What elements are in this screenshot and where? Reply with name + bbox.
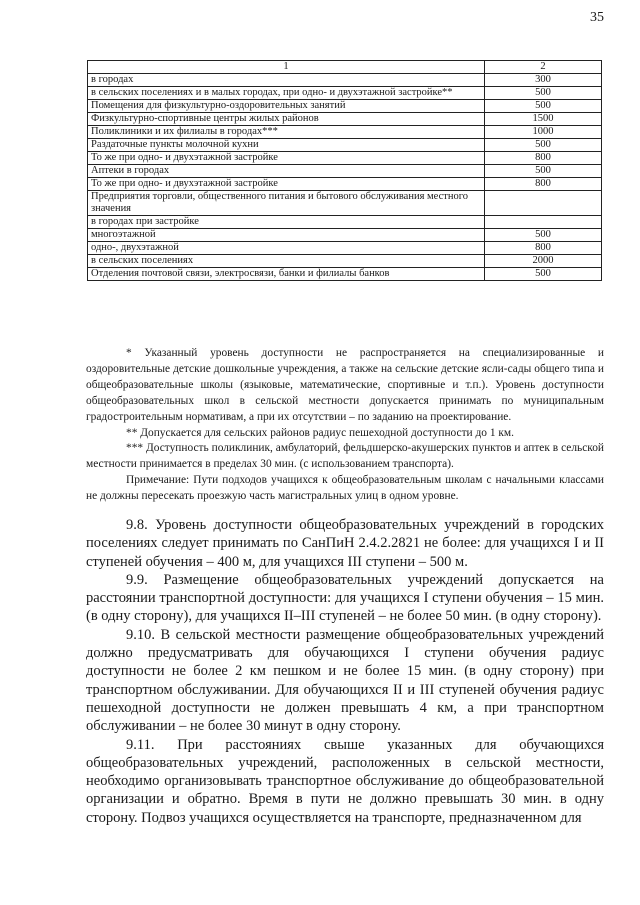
distance-cell: 800 [485, 242, 602, 255]
table-row [88, 268, 602, 281]
paragraph-9-8: 9.8. Уровень доступности общеобразовательных учреждений в городских поселениях следует принимать по СанПиН 2.4.2.2821 не более: для учащихся I и II ступеней обучения – 400 м, для учащихся III ступени – 500 м. [86, 517, 604, 570]
facility-cell: Аптеки в городах [88, 165, 485, 178]
table-row [88, 152, 602, 165]
table-row [88, 165, 602, 178]
table-header-cell: 1 [88, 61, 485, 74]
facility-cell: То же при одно- и двухэтажной застройке [88, 152, 485, 165]
table-row [88, 242, 602, 255]
page-number: 35 [590, 10, 604, 25]
table-row [88, 113, 602, 126]
footnote-rural-radius: ** Допускается для сельских районов радиус пешеходной доступности до 1 км. [126, 426, 514, 439]
footnote-schools: * Указанный уровень доступности не распространяется на специализированные и оздоровительные детские дошкольные учреждения, а также на сельские детские ясли-сады общего типа и общеобразовательные школы (языковые, математические, спортивные и т.п.). Уровень доступности общеобразовательных школ в сельской местности допускается принимать по муниципальным градостроительным нормативам, а при их отсутствии – по заданию на проектирование. [86, 347, 604, 423]
facility-cell: одно-, двухэтажной [88, 242, 485, 255]
facility-cell: Раздаточные пункты молочной кухни [88, 139, 485, 152]
distance-cell: 500 [485, 87, 602, 100]
facility-cell: в сельских поселениях и в малых городах, при одно- и двухэтажной застройке** [88, 87, 485, 100]
facility-cell: Физкультурно-спортивные центры жилых районов [88, 113, 485, 126]
accessibility-norms-table [87, 60, 602, 281]
footnote-clinics: *** Доступность поликлиник, амбулаторий, фельдшерско-акушерских пунктов и аптек в сельской местности принимается в пределах 30 мин. (с использованием транспорта). [86, 442, 604, 471]
distance-cell: 500 [485, 229, 602, 242]
distance-cell: 2000 [485, 255, 602, 268]
paragraph-9-10: 9.10. В сельской местности размещение общеобразовательных учреждений должно предусматривать для обучающихся I ступени обучения радиус доступности не более 2 км пешком и не более 15 мин. (в одну сторону) при транспортном обслуживании. Для обучающихся II и III ступеней обучения радиус пешеходной доступности не должен превышать 4 км, а при транспортном обслуживании – не более 30 минут в одну сторону. [86, 626, 604, 735]
distance-cell: 500 [485, 165, 602, 178]
distance-cell: 500 [485, 139, 602, 152]
table-row [88, 178, 602, 191]
facility-cell: Поликлиники и их филиалы в городах*** [88, 126, 485, 139]
distance-cell: 500 [485, 268, 602, 281]
facility-cell: в городах при застройке [88, 216, 485, 229]
distance-cell: 300 [485, 74, 602, 87]
facility-cell: Предприятия торговли, общественного питания и бытового обслуживания местного значения [88, 191, 485, 216]
table-header-row [88, 61, 602, 74]
table-row [88, 87, 602, 100]
paragraph-9-11: 9.11. При расстояниях свыше указанных для обучающихся общеобразовательных учреждений, расположенных в сельской местности, необходимо организовывать транспортное обслуживание до общеобразовательной организации и обратно. Время в пути не должно превышать 30 мин. в одну сторону. Подвоз учащихся осуществляется на транспорте, предназначенном для [86, 736, 604, 826]
facility-cell: Отделения почтовой связи, электросвязи, банки и филиалы банков [88, 268, 485, 281]
distance-cell: 1500 [485, 113, 602, 126]
facility-cell: Помещения для физкультурно-оздоровительных занятий [88, 100, 485, 113]
facility-cell: То же при одно- и двухэтажной застройке [88, 178, 485, 191]
table-row [88, 216, 602, 229]
paragraph-9-9: 9.9. Размещение общеобразовательных учреждений допускается на расстоянии транспортной доступности: для учащихся I ступени обучения – 15 мин. (в одну сторону), для учащихся II–III ступеней – не более 50 мин. (в одну сторону). [86, 571, 604, 625]
table-row [88, 229, 602, 242]
distance-cell [485, 216, 602, 229]
facility-cell: многоэтажной [88, 229, 485, 242]
distance-cell [485, 191, 602, 216]
facility-cell: в сельских поселениях [88, 255, 485, 268]
table-row [88, 191, 602, 216]
distance-cell: 800 [485, 178, 602, 191]
body-text [86, 516, 604, 827]
table-row [88, 139, 602, 152]
table-row [88, 255, 602, 268]
distance-cell: 800 [485, 152, 602, 165]
facility-cell: в городах [88, 74, 485, 87]
distance-cell: 1000 [485, 126, 602, 139]
table-footnotes [86, 346, 604, 505]
table-row [88, 74, 602, 87]
distance-cell: 500 [485, 100, 602, 113]
footnote-note: Примечание: Пути подходов учащихся к общеобразовательным школам с начальными классами не должны пересекать проезжую часть магистральных улиц в одном уровне. [86, 474, 604, 503]
table-row [88, 126, 602, 139]
table-row [88, 100, 602, 113]
table-header-cell: 2 [485, 61, 602, 74]
